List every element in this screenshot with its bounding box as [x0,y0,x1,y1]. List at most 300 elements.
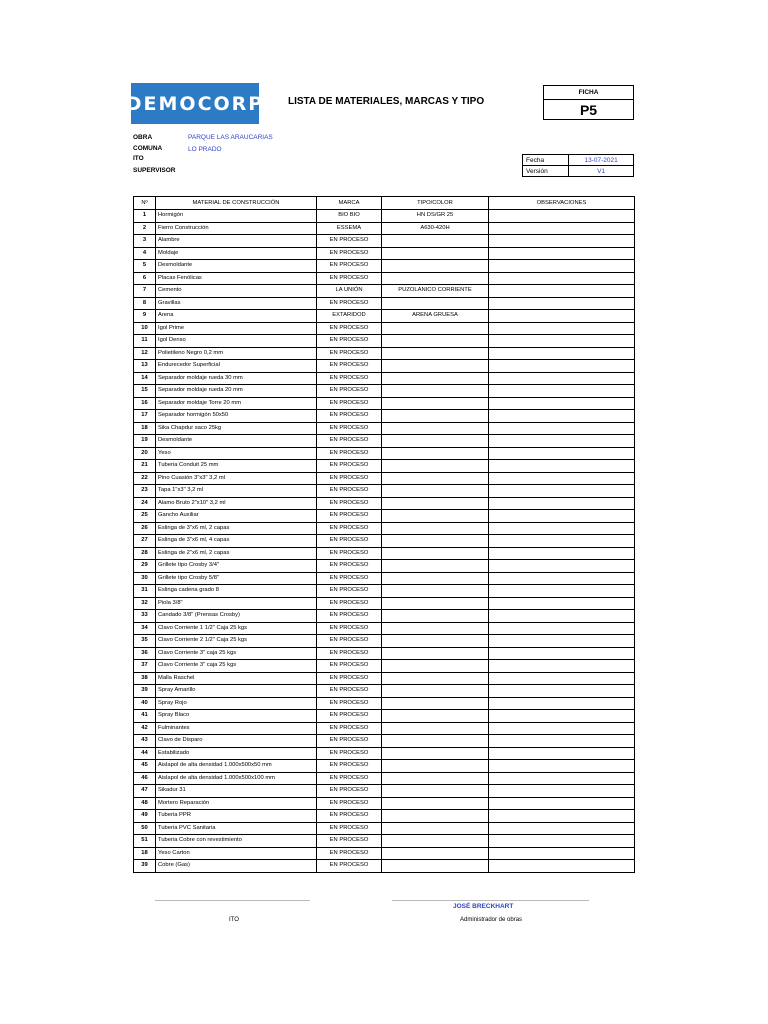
marca-cell: EN PROCESO [317,810,382,823]
tipo-color-cell [382,522,489,535]
tipo-color-cell [382,547,489,560]
observaciones-cell [489,410,635,423]
row-number: 48 [134,797,156,810]
table-row [134,785,635,798]
observaciones-cell [489,322,635,335]
tipo-color-cell [382,235,489,248]
marca-cell: EN PROCESO [317,247,382,260]
material-cell: Fierro Construcción [156,222,317,235]
table-row [134,510,635,523]
table-row [134,697,635,710]
tipo-color-cell [382,735,489,748]
material-cell: Grillete tipo Crosby 3/4" [156,560,317,573]
tipo-color-cell [382,347,489,360]
observaciones-cell [489,672,635,685]
marca-cell: EN PROCESO [317,547,382,560]
row-number: 27 [134,535,156,548]
ito-signature-role: ITO [229,917,239,923]
material-cell: Tuberia PVC Sanitaria [156,822,317,835]
tipo-color-cell [382,422,489,435]
marca-cell: EN PROCESO [317,447,382,460]
observaciones-cell [489,597,635,610]
tipo-color-cell [382,647,489,660]
observaciones-cell [489,647,635,660]
observaciones-cell [489,860,635,873]
row-number: 49 [134,810,156,823]
material-cell: Yeso [156,447,317,460]
marca-cell: EN PROCESO [317,272,382,285]
company-logo [125,83,265,124]
observaciones-cell [489,635,635,648]
obra-label: OBRA [133,134,153,141]
material-cell: Mortero Reparación [156,797,317,810]
material-cell: Igol Prime [156,322,317,335]
tipo-color-cell [382,247,489,260]
row-number: 37 [134,660,156,673]
row-number: 15 [134,385,156,398]
observaciones-cell [489,222,635,235]
tipo-color-cell [382,447,489,460]
observaciones-cell [489,285,635,298]
material-cell: Gancho Auxiliar [156,510,317,523]
tipo-color-cell [382,660,489,673]
material-cell: Hormigón [156,210,317,223]
row-number: 42 [134,722,156,735]
material-cell: Estabilizado [156,747,317,760]
ficha-value: P5 [579,102,598,118]
row-number: 36 [134,647,156,660]
marca-cell: EN PROCESO [317,260,382,273]
table-row [134,547,635,560]
row-number: 9 [134,310,156,323]
marca-cell: EN PROCESO [317,722,382,735]
table-row [134,585,635,598]
row-number: 21 [134,460,156,473]
marca-cell: EN PROCESO [317,685,382,698]
observaciones-cell [489,347,635,360]
observaciones-cell [489,835,635,848]
table-row [134,610,635,623]
table-row [134,735,635,748]
tipo-color-cell [382,710,489,723]
marca-cell: ESSEMA [317,222,382,235]
observaciones-cell [489,297,635,310]
tipo-color-cell [382,797,489,810]
tipo-color-cell [382,260,489,273]
material-cell: Polietileno Negro 0,2 mm [156,347,317,360]
meta-table [522,154,634,177]
tipo-color-cell [382,360,489,373]
observaciones-cell [489,622,635,635]
marca-cell: EN PROCESO [317,635,382,648]
observaciones-cell [489,210,635,223]
tipo-color-cell [382,585,489,598]
observaciones-cell [489,422,635,435]
tipo-color-cell [382,272,489,285]
row-number: 23 [134,485,156,498]
material-cell: Separador moldaje rueda 20 mm [156,385,317,398]
observaciones-cell [489,697,635,710]
observaciones-cell [489,485,635,498]
table-row [134,810,635,823]
marca-cell: EN PROCESO [317,385,382,398]
row-number: 44 [134,747,156,760]
row-number: 32 [134,597,156,610]
table-row [134,347,635,360]
table-row [134,272,635,285]
comuna-label: COMUNA [133,145,163,152]
tipo-color-cell [382,497,489,510]
table-row [134,297,635,310]
observaciones-cell [489,385,635,398]
material-cell: Malla Raschel [156,672,317,685]
tipo-color-cell [382,485,489,498]
material-cell: Tuberia PPR [156,810,317,823]
marca-cell: EN PROCESO [317,610,382,623]
ito-label: ITO [133,155,144,162]
row-number: 29 [134,560,156,573]
fecha-label: Fecha [523,155,569,166]
marca-cell: EN PROCESO [317,372,382,385]
row-number: 26 [134,522,156,535]
ficha-box [543,85,634,120]
tipo-color-cell [382,297,489,310]
tipo-color-cell [382,510,489,523]
material-cell: Moldaje [156,247,317,260]
material-cell: Grillete tipo Crosby 5/8" [156,572,317,585]
row-number: 38 [134,672,156,685]
tipo-color-cell [382,685,489,698]
marca-cell: EN PROCESO [317,435,382,448]
observaciones-cell [489,522,635,535]
marca-cell: EN PROCESO [317,735,382,748]
material-cell: Cemento [156,285,317,298]
observaciones-cell [489,797,635,810]
observaciones-cell [489,585,635,598]
material-cell: Desmoldante [156,260,317,273]
marca-cell: EN PROCESO [317,660,382,673]
material-cell: Yeso Carton [156,847,317,860]
row-number: 14 [134,372,156,385]
marca-cell: EN PROCESO [317,522,382,535]
tipo-color-cell [382,397,489,410]
marca-cell: BIO BIO [317,210,382,223]
table-row [134,360,635,373]
table-row [134,222,635,235]
material-cell: Placas Fenólicas [156,272,317,285]
tipo-color-cell: HN DS/GR 25 [382,210,489,223]
material-cell: Spray Amarillo [156,685,317,698]
material-cell: Separador moldaje rueda 30 mm [156,372,317,385]
material-cell: Clavo Corriente 3" caja 25 kgs [156,660,317,673]
marca-cell: EN PROCESO [317,597,382,610]
material-cell: Clavo Corriente 3" caja 25 kgs [156,647,317,660]
material-cell: Clavo Corriente 2 1/2" Caja 25 kgs [156,635,317,648]
tipo-color-cell [382,460,489,473]
row-number: 25 [134,510,156,523]
marca-cell: EN PROCESO [317,797,382,810]
table-row [134,447,635,460]
column-header: MARCA [317,197,382,210]
table-row [134,435,635,448]
tipo-color-cell [382,747,489,760]
tipo-color-cell [382,597,489,610]
admin-signature-role: Administrador de obras [460,917,523,923]
observaciones-cell [489,472,635,485]
row-number: 22 [134,472,156,485]
observaciones-cell [489,247,635,260]
observaciones-cell [489,760,635,773]
table-row [134,672,635,685]
table-row [134,622,635,635]
marca-cell: EN PROCESO [317,697,382,710]
row-number: 51 [134,835,156,848]
row-number: 45 [134,760,156,773]
marca-cell: EN PROCESO [317,747,382,760]
marca-cell: EN PROCESO [317,835,382,848]
version-label: Versión [523,166,569,177]
column-header: MATERIAL DE CONSTRUCCIÓN [156,197,317,210]
tipo-color-cell [382,410,489,423]
observaciones-cell [489,810,635,823]
marca-cell: EN PROCESO [317,785,382,798]
observaciones-cell [489,710,635,723]
row-number: 6 [134,272,156,285]
marca-cell: EN PROCESO [317,497,382,510]
row-number: 33 [134,610,156,623]
observaciones-cell [489,272,635,285]
marca-cell: EN PROCESO [317,410,382,423]
material-cell: Pino Cuasión 3"x3" 3,2 ml [156,472,317,485]
tipo-color-cell [382,535,489,548]
table-row [134,535,635,548]
material-cell: Sikadur 31 [156,785,317,798]
observaciones-cell [489,372,635,385]
table-header-row [134,197,635,210]
marca-cell: EN PROCESO [317,485,382,498]
material-cell: Cobre (Gas) [156,860,317,873]
row-number: 18 [134,847,156,860]
observaciones-cell [489,747,635,760]
observaciones-cell [489,235,635,248]
marca-cell: EN PROCESO [317,760,382,773]
table-row [134,572,635,585]
column-header: OBSERVACIONES [489,197,635,210]
table-row [134,797,635,810]
row-number: 46 [134,772,156,785]
table-row [134,647,635,660]
material-cell: Separador moldaje Torre 20 mm [156,397,317,410]
row-number: 18 [134,422,156,435]
marca-cell: EN PROCESO [317,585,382,598]
table-row [134,635,635,648]
marca-cell: EN PROCESO [317,335,382,348]
document-title: LISTA DE MATERIALES, MARCAS Y TIPO [288,96,485,107]
tipo-color-cell [382,622,489,635]
observaciones-cell [489,510,635,523]
row-number: 16 [134,397,156,410]
row-number: 7 [134,285,156,298]
supervisor-label: SUPERVISOR [133,167,176,174]
table-row [134,760,635,773]
table-row [134,772,635,785]
table-row [134,310,635,323]
admin-signature-name: JOSÉ BRECKHART [453,903,514,910]
observaciones-cell [489,447,635,460]
observaciones-cell [489,435,635,448]
row-number: 17 [134,410,156,423]
marca-cell: EN PROCESO [317,560,382,573]
material-cell: Arena [156,310,317,323]
table-row [134,210,635,223]
row-number: 5 [134,260,156,273]
table-row [134,497,635,510]
material-cell: Igol Denso [156,335,317,348]
tipo-color-cell [382,822,489,835]
observaciones-cell [489,685,635,698]
table-row [134,710,635,723]
marca-cell: EN PROCESO [317,360,382,373]
marca-cell: EN PROCESO [317,397,382,410]
table-row [134,385,635,398]
marca-cell: EN PROCESO [317,510,382,523]
material-cell: Gravillas [156,297,317,310]
tipo-color-cell [382,672,489,685]
observaciones-cell [489,497,635,510]
observaciones-cell [489,460,635,473]
table-row [134,472,635,485]
observaciones-cell [489,785,635,798]
tipo-color-cell [382,610,489,623]
material-cell: Tapa 1"x3" 3,2 ml [156,485,317,498]
marca-cell: EN PROCESO [317,860,382,873]
row-number: 1 [134,210,156,223]
observaciones-cell [489,735,635,748]
material-cell: Candado 3/8" (Prensas Crosby) [156,610,317,623]
ficha-label: FICHA [544,86,633,100]
observaciones-cell [489,572,635,585]
row-number: 43 [134,735,156,748]
logo-text: DEMOCORP [125,92,265,115]
observaciones-cell [489,535,635,548]
marca-cell: EN PROCESO [317,822,382,835]
row-number: 4 [134,247,156,260]
observaciones-cell [489,660,635,673]
table-row [134,522,635,535]
table-row [134,597,635,610]
table-row [134,410,635,423]
table-row [134,822,635,835]
marca-cell: EN PROCESO [317,847,382,860]
marca-cell: EN PROCESO [317,572,382,585]
observaciones-cell [489,260,635,273]
material-cell: Spray Rojo [156,697,317,710]
material-cell: Fulminantes [156,722,317,735]
table-row [134,460,635,473]
table-row [134,485,635,498]
tipo-color-cell [382,760,489,773]
material-cell: Clavo de Disparo [156,735,317,748]
row-number: 20 [134,447,156,460]
tipo-color-cell [382,335,489,348]
material-cell: Alambre [156,235,317,248]
observaciones-cell [489,822,635,835]
admin-signature-line [392,900,589,901]
tipo-color-cell [382,435,489,448]
material-cell: Endurecedor Superficial [156,360,317,373]
material-cell: Tuberia Conduit 25 mm [156,460,317,473]
material-cell: Spray Blaco [156,710,317,723]
row-number: 50 [134,822,156,835]
marca-cell: EN PROCESO [317,322,382,335]
tipo-color-cell [382,572,489,585]
marca-cell: EN PROCESO [317,472,382,485]
row-number: 39 [134,860,156,873]
marca-cell: EN PROCESO [317,710,382,723]
table-row [134,747,635,760]
marca-cell: EN PROCESO [317,460,382,473]
table-row [134,335,635,348]
row-number: 35 [134,635,156,648]
row-number: 31 [134,585,156,598]
row-number: 30 [134,572,156,585]
table-body [134,210,635,873]
tipo-color-cell [382,835,489,848]
material-cell: Eslinga de 3"x6 ml, 4 capas [156,535,317,548]
table-row [134,422,635,435]
material-cell: Eslinga de 2"x6 ml, 2 capas [156,547,317,560]
observaciones-cell [489,335,635,348]
tipo-color-cell [382,372,489,385]
material-cell: Alamo Bruto 2"x10" 3,2 ml [156,497,317,510]
table-row [134,322,635,335]
material-cell: Eslinga de 3"x6 ml, 2 capas [156,522,317,535]
row-number: 2 [134,222,156,235]
table-row [134,372,635,385]
marca-cell: EN PROCESO [317,297,382,310]
ito-signature-line [155,900,310,901]
tipo-color-cell: A630-420H [382,222,489,235]
row-number: 39 [134,685,156,698]
tipo-color-cell [382,785,489,798]
material-cell: Piola 3/8" [156,597,317,610]
table-row [134,685,635,698]
tipo-color-cell [382,472,489,485]
materials-table [133,196,635,873]
row-number: 19 [134,435,156,448]
observaciones-cell [489,310,635,323]
observaciones-cell [489,360,635,373]
table-row [134,285,635,298]
marca-cell: EN PROCESO [317,535,382,548]
marca-cell: EN PROCESO [317,672,382,685]
tipo-color-cell: PUZOLANICO CORRIENTE [382,285,489,298]
table-row [134,235,635,248]
table-row [134,247,635,260]
column-header: Nº [134,197,156,210]
table-row [134,835,635,848]
observaciones-cell [489,610,635,623]
marca-cell: LA UNIÓN [317,285,382,298]
material-cell: Eslinga cadena grado 8 [156,585,317,598]
marca-cell: EN PROCESO [317,422,382,435]
table-row [134,560,635,573]
marca-cell: EN PROCESO [317,772,382,785]
tipo-color-cell [382,847,489,860]
row-number: 12 [134,347,156,360]
version-value: V1 [569,166,634,177]
tipo-color-cell [382,772,489,785]
